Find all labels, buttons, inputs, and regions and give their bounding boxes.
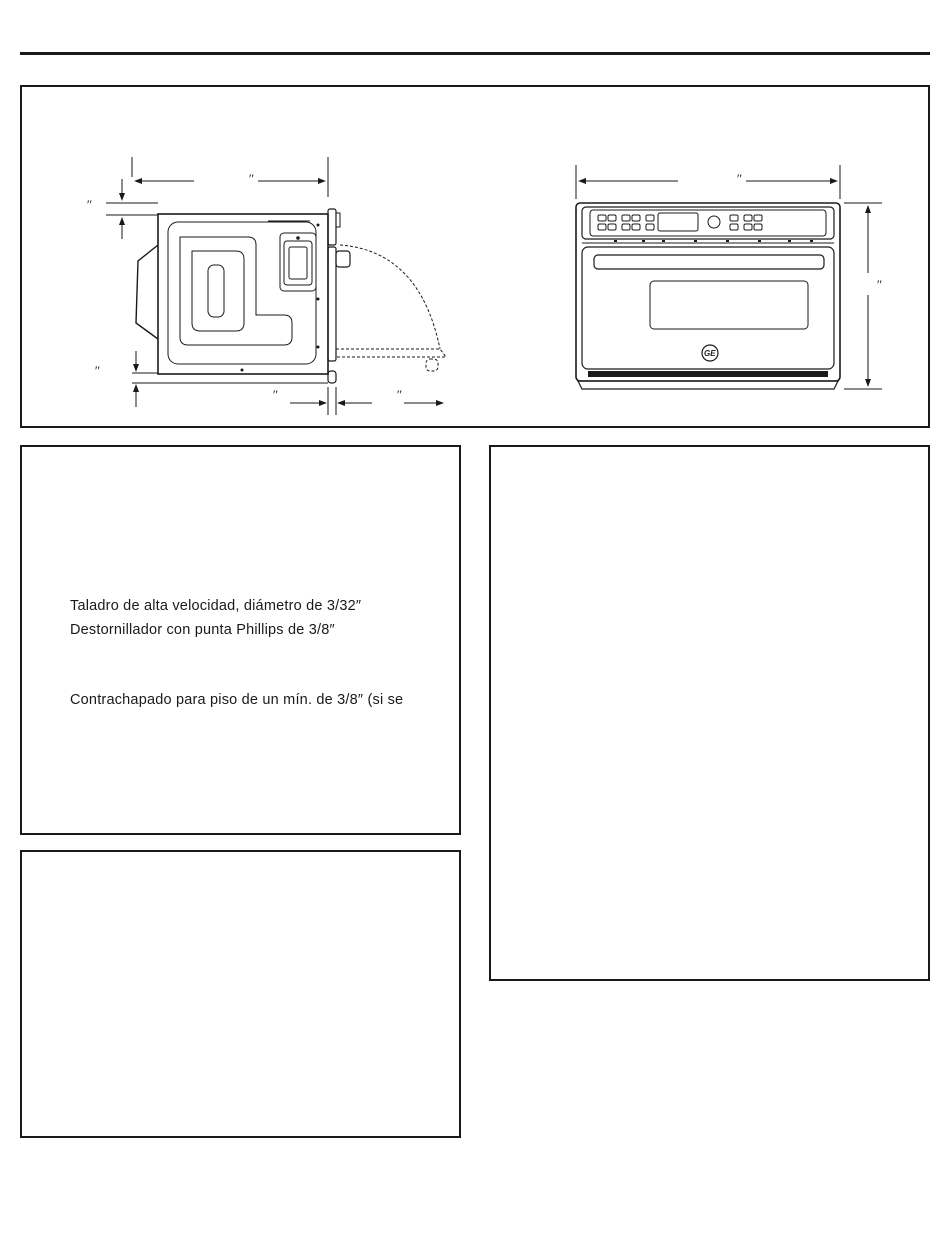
top-rule [20, 52, 930, 55]
side-bottom-offset-mark: ″ [94, 363, 100, 378]
side-view-diagram [22, 87, 462, 426]
front-width-mark: ″ [736, 171, 742, 186]
side-door-depth-mark: ″ [272, 387, 278, 402]
dimensions-diagram-panel [20, 85, 930, 428]
front-view-diagram [558, 87, 928, 426]
side-top-offset-mark: ″ [86, 197, 92, 212]
tool-item-screwdriver: Destornillador con punta Phillips de 3/8″ [70, 622, 335, 638]
material-item-plywood: Contrachapado para piso de un mín. de 3/8″ (si se [70, 692, 404, 708]
side-top-width-mark: ″ [248, 171, 254, 186]
lower-left-panel [20, 850, 461, 1138]
tools-materials-panel [20, 445, 461, 835]
right-panel [489, 445, 930, 981]
ge-logo-text: GE [704, 349, 716, 358]
tool-item-drill: Taladro de alta velocidad, diámetro de 3/32″ [70, 598, 362, 614]
front-height-mark: ″ [876, 277, 882, 292]
side-door-swing-mark: ″ [396, 387, 402, 402]
